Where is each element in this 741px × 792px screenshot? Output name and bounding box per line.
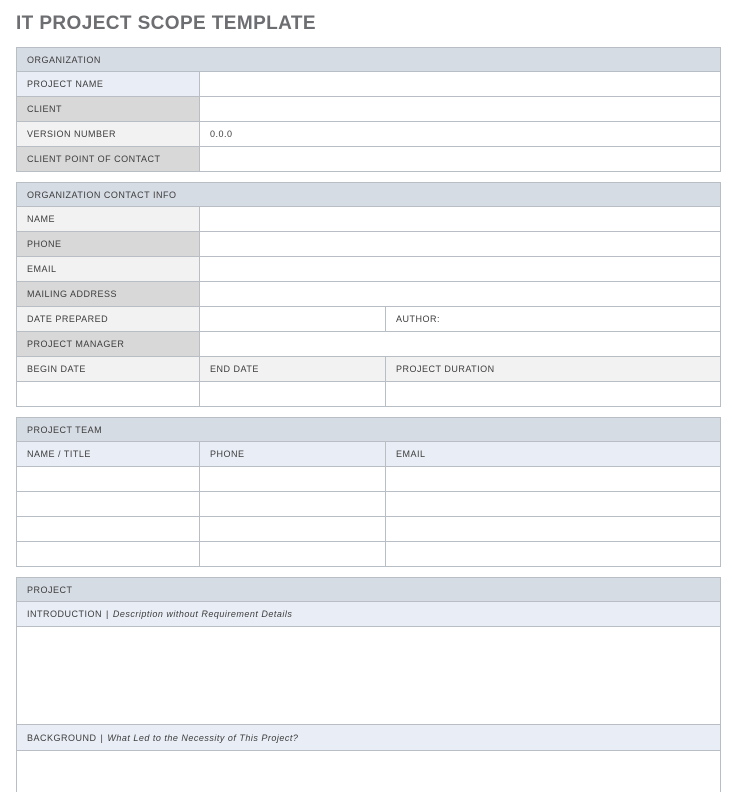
end-date-field[interactable] — [200, 382, 386, 407]
project-duration-field[interactable] — [386, 382, 721, 407]
introduction-subtitle: Description without Requirement Details — [112, 609, 293, 619]
label-name: NAME — [17, 207, 200, 232]
project-team-section-header: PROJECT TEAM — [17, 418, 721, 442]
introduction-row-header — [17, 602, 721, 627]
mailing-address-field[interactable] — [200, 282, 721, 307]
introduction-title: INTRODUCTION — [27, 609, 102, 619]
team-email-field-1[interactable] — [386, 467, 721, 492]
organization-table — [16, 47, 721, 172]
client-point-of-contact-field[interactable] — [200, 147, 721, 172]
label-project-manager: PROJECT MANAGER — [17, 332, 200, 357]
team-phone-field-3[interactable] — [200, 517, 386, 542]
label-phone: PHONE — [17, 232, 200, 257]
label-client-point-of-contact: CLIENT POINT OF CONTACT — [17, 147, 200, 172]
background-row-header — [17, 725, 721, 751]
team-row-3 — [17, 517, 721, 542]
label-email: EMAIL — [17, 257, 200, 282]
label-begin-date: BEGIN DATE — [17, 357, 200, 382]
begin-date-field[interactable] — [17, 382, 200, 407]
team-name-field-4[interactable] — [17, 542, 200, 567]
project-name-field[interactable] — [200, 72, 721, 97]
organization-section-header: ORGANIZATION — [17, 48, 721, 72]
name-field[interactable] — [200, 207, 721, 232]
label-date-prepared: DATE PREPARED — [17, 307, 200, 332]
introduction-separator: | — [106, 609, 109, 619]
email-field[interactable] — [200, 257, 721, 282]
team-email-field-3[interactable] — [386, 517, 721, 542]
project-section-header: PROJECT — [17, 578, 721, 602]
project-manager-field[interactable] — [200, 332, 721, 357]
project-team-table — [16, 417, 721, 567]
author-field[interactable] — [386, 307, 721, 332]
background-separator: | — [100, 732, 104, 743]
background-title: BACKGROUND — [27, 732, 97, 743]
version-number-field[interactable]: 0.0.0 — [200, 122, 721, 147]
team-row-2 — [17, 492, 721, 517]
introduction-content-field[interactable] — [17, 627, 721, 725]
background-content-field[interactable] — [17, 751, 721, 792]
label-client: CLIENT — [17, 97, 200, 122]
organization-contact-section-header: ORGANIZATION CONTACT INFO — [17, 183, 721, 207]
label-project-name: PROJECT NAME — [17, 72, 200, 97]
label-mailing-address: MAILING ADDRESS — [17, 282, 200, 307]
team-row-1 — [17, 467, 721, 492]
team-phone-field-4[interactable] — [200, 542, 386, 567]
background-subtitle: What Led to the Necessity of This Project? — [107, 732, 299, 743]
project-table — [16, 577, 721, 792]
team-row-4 — [17, 542, 721, 567]
author-label: AUTHOR: — [396, 314, 440, 324]
label-version-number: VERSION NUMBER — [17, 122, 200, 147]
team-name-field-2[interactable] — [17, 492, 200, 517]
team-email-field-2[interactable] — [386, 492, 721, 517]
team-name-field-1[interactable] — [17, 467, 200, 492]
organization-contact-table — [16, 182, 721, 407]
team-name-field-3[interactable] — [17, 517, 200, 542]
phone-field[interactable] — [200, 232, 721, 257]
team-phone-field-1[interactable] — [200, 467, 386, 492]
column-header-email: EMAIL — [386, 442, 721, 467]
label-end-date: END DATE — [200, 357, 386, 382]
column-header-phone: PHONE — [200, 442, 386, 467]
column-header-name-title: NAME / TITLE — [17, 442, 200, 467]
client-field[interactable] — [200, 97, 721, 122]
team-email-field-4[interactable] — [386, 542, 721, 567]
team-phone-field-2[interactable] — [200, 492, 386, 517]
page-title: IT PROJECT SCOPE TEMPLATE — [16, 13, 316, 34]
date-prepared-field[interactable] — [200, 307, 386, 332]
label-project-duration: PROJECT DURATION — [386, 357, 721, 382]
